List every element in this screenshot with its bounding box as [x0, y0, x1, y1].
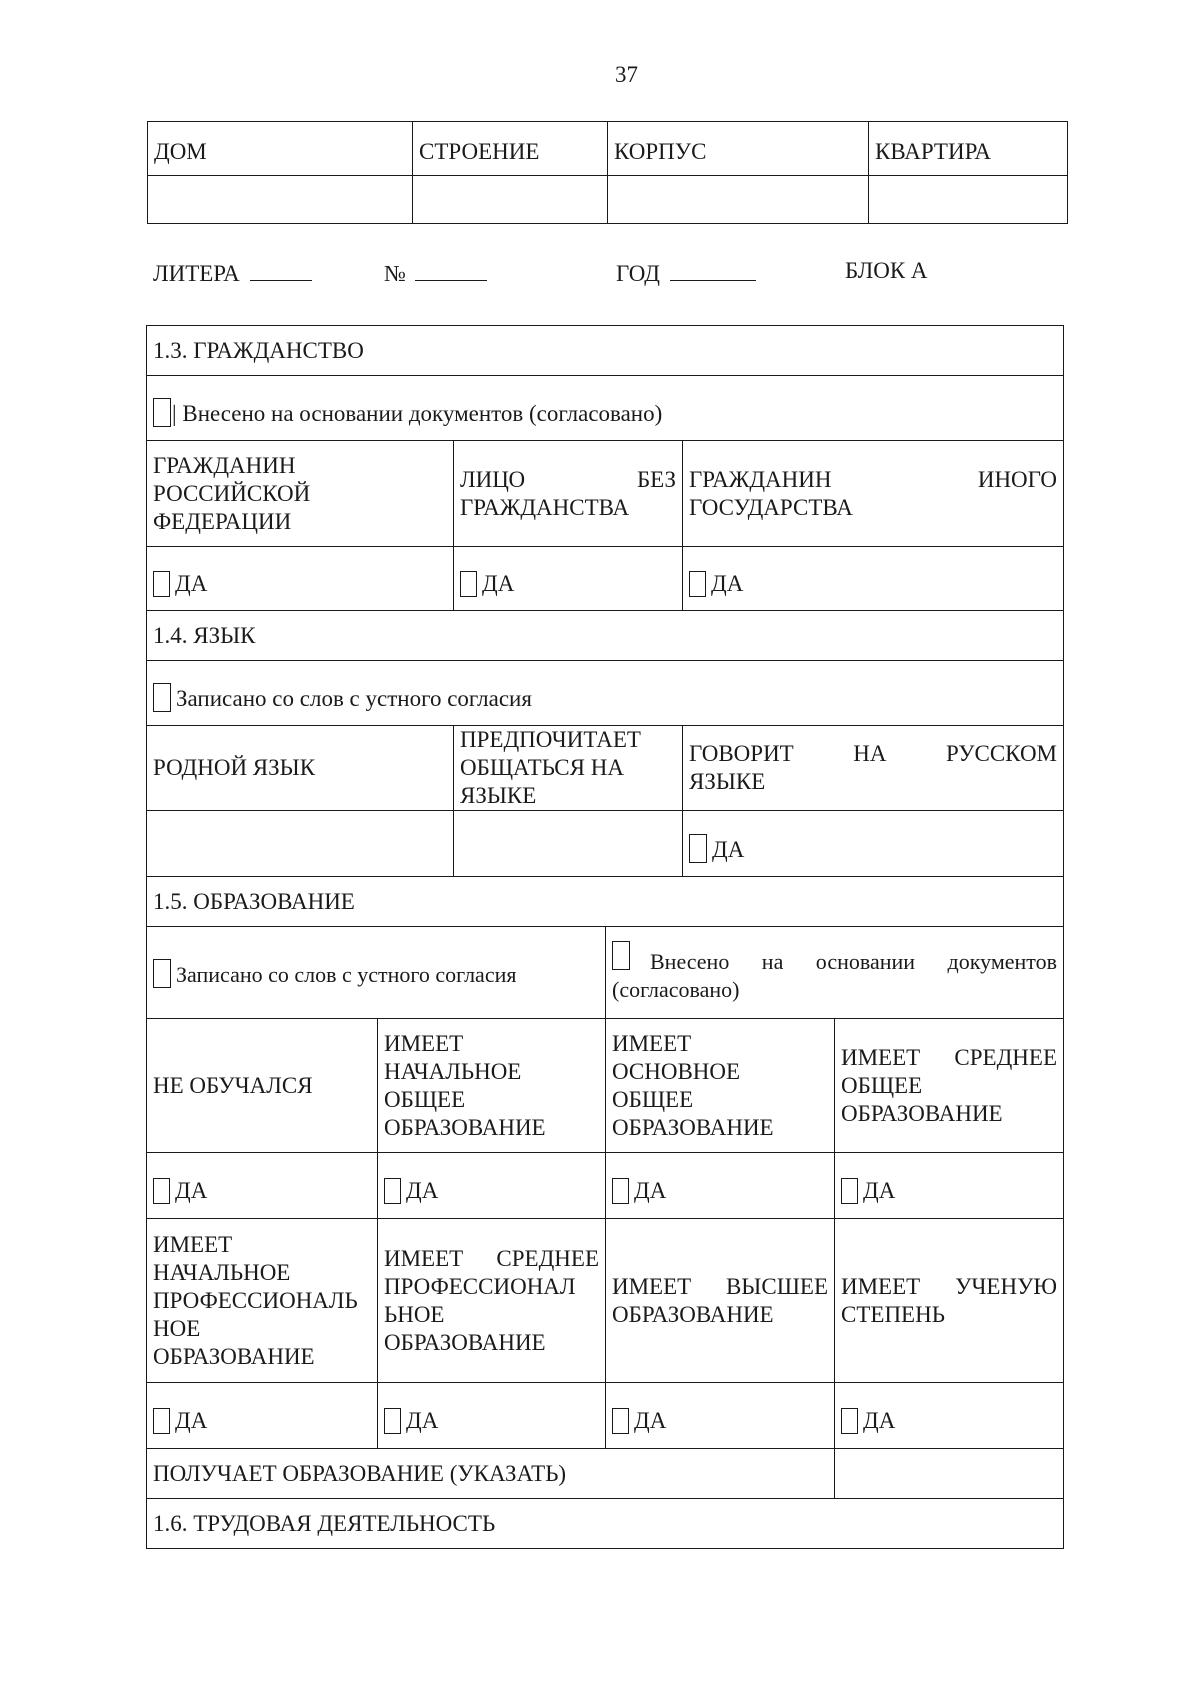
education-docs-note-cell: Внесено на основании документов (согласовано): [606, 927, 1064, 1019]
main-form-table: [146, 325, 1064, 1549]
academic-degree: ИМЕЕТ УЧЕНУЮ СТЕПЕНЬ: [835, 1219, 1064, 1383]
section-employment-title: 1.6. ТРУДОВАЯ ДЕЯТЕЛЬНОСТЬ: [147, 1499, 1064, 1549]
foreign-citizen-checkbox[interactable]: [689, 571, 706, 597]
basic-general: ИМЕЕТ ОСНОВНОЕ ОБЩЕЕ ОБРАЗОВАНИЕ: [606, 1019, 835, 1153]
primary-general-checkbox[interactable]: [384, 1178, 401, 1204]
higher-education: ИМЕЕТ ВЫСШЕЕ ОБРАЗОВАНИЕ: [606, 1219, 835, 1383]
primary-general-yes: ДА: [378, 1153, 606, 1219]
preferred-language-label: ПРЕДПОЧИТАЕТ ОБЩАТЬСЯ НА ЯЗЫКЕ: [454, 726, 683, 811]
number-label: №: [384, 261, 406, 286]
number-field[interactable]: [415, 258, 487, 281]
year-field[interactable]: [670, 258, 756, 281]
page-number: 37: [615, 62, 638, 87]
language-note-row: [147, 661, 1064, 726]
language-oral-checkbox[interactable]: [153, 683, 171, 712]
higher-education-yes: ДА: [606, 1383, 835, 1449]
secondary-vocational-yes: ДА: [378, 1383, 606, 1449]
citizenship-note-row: [147, 376, 1064, 441]
receiving-education-field[interactable]: [835, 1449, 1064, 1499]
no-education: НЕ ОБУЧАЛСЯ: [147, 1019, 378, 1153]
header-house: ДОМ: [148, 122, 413, 176]
litera-label: ЛИТЕРА: [153, 261, 240, 286]
year-label: ГОД: [616, 261, 660, 286]
header-block: КОРПУС: [608, 122, 869, 176]
litera-field[interactable]: [250, 258, 312, 281]
primary-vocational-yes: ДА: [147, 1383, 378, 1449]
section-education-title: 1.5. ОБРАЗОВАНИЕ: [147, 877, 1064, 927]
address-table: [147, 121, 1068, 224]
option-foreign-citizen: ГРАЖДАНИН ИНОГО ГОСУДАРСТВА: [683, 441, 1064, 547]
option-stateless: ЛИЦО БЕЗ ГРАЖДАНСТВА: [454, 441, 683, 547]
section-citizenship-title: 1.3. ГРАЖДАНСТВО: [147, 326, 1064, 376]
documents-checkbox[interactable]: [153, 398, 171, 427]
academic-degree-yes: ДА: [835, 1383, 1064, 1449]
primary-general: ИМЕЕТ НАЧАЛЬНОЕ ОБЩЕЕ ОБРАЗОВАНИЕ: [378, 1019, 606, 1153]
education-docs-checkbox[interactable]: [612, 941, 630, 970]
primary-vocational: ИМЕЕТ НАЧАЛЬНОЕ ПРОФЕССИОНАЛЬ НОЕ ОБРАЗОВАНИЕ: [147, 1219, 378, 1383]
receiving-education-label: ПОЛУЧАЕТ ОБРАЗОВАНИЕ (УКАЗАТЬ): [147, 1449, 835, 1499]
education-oral-note-cell: [147, 927, 606, 1019]
house-field[interactable]: [148, 176, 413, 224]
speaks-russian-checkbox[interactable]: [689, 834, 707, 863]
citizenship-note: | Внесено на основании документов (согласовано): [172, 401, 663, 426]
section-language-title: 1.4. ЯЗЫК: [147, 611, 1064, 661]
rf-citizen-yes: ДА: [147, 547, 454, 611]
block-label: БЛОК А: [845, 258, 928, 283]
secondary-general: ИМЕЕТ СРЕДНЕЕ ОБЩЕЕ ОБРАЗОВАНИЕ: [835, 1019, 1064, 1153]
no-education-yes: ДА: [147, 1153, 378, 1219]
secondary-vocational-checkbox[interactable]: [384, 1408, 401, 1434]
secondary-general-yes: ДА: [835, 1153, 1064, 1219]
header-building: СТРОЕНИЕ: [413, 122, 608, 176]
academic-degree-checkbox[interactable]: [841, 1408, 858, 1434]
speaks-russian-yes: ДА: [683, 811, 1064, 877]
inline-fields: [0, 258, 1200, 288]
rf-citizen-checkbox[interactable]: [153, 571, 170, 597]
secondary-general-checkbox[interactable]: [841, 1178, 858, 1204]
language-note: Записано со слов с устного согласия: [176, 686, 532, 711]
native-language-field[interactable]: [147, 811, 454, 877]
preferred-language-field[interactable]: [454, 811, 683, 877]
education-oral-note: Записано со слов с устного согласия: [176, 962, 517, 987]
secondary-vocational: ИМЕЕТ СРЕДНЕЕ ПРОФЕССИОНАЛ ЬНОЕ ОБРАЗОВАНИЕ: [378, 1219, 606, 1383]
basic-general-yes: ДА: [606, 1153, 835, 1219]
native-language-label: РОДНОЙ ЯЗЫК: [147, 726, 454, 811]
header-apartment: КВАРТИРА: [869, 122, 1068, 176]
basic-general-checkbox[interactable]: [612, 1178, 629, 1204]
primary-vocational-checkbox[interactable]: [153, 1408, 170, 1434]
foreign-citizen-yes: ДА: [683, 547, 1064, 611]
option-rf-citizen: ГРАЖДАНИН РОССИЙСКОЙ ФЕДЕРАЦИИ: [147, 441, 454, 547]
stateless-checkbox[interactable]: [460, 571, 477, 597]
block-field[interactable]: [608, 176, 869, 224]
higher-education-checkbox[interactable]: [612, 1408, 629, 1434]
speaks-russian-label: ГОВОРИТ НА РУССКОМ ЯЗЫКЕ: [683, 726, 1064, 811]
apartment-field[interactable]: [869, 176, 1068, 224]
building-field[interactable]: [413, 176, 608, 224]
education-oral-checkbox[interactable]: [153, 959, 171, 988]
stateless-yes: ДА: [454, 547, 683, 611]
no-education-checkbox[interactable]: [153, 1178, 170, 1204]
